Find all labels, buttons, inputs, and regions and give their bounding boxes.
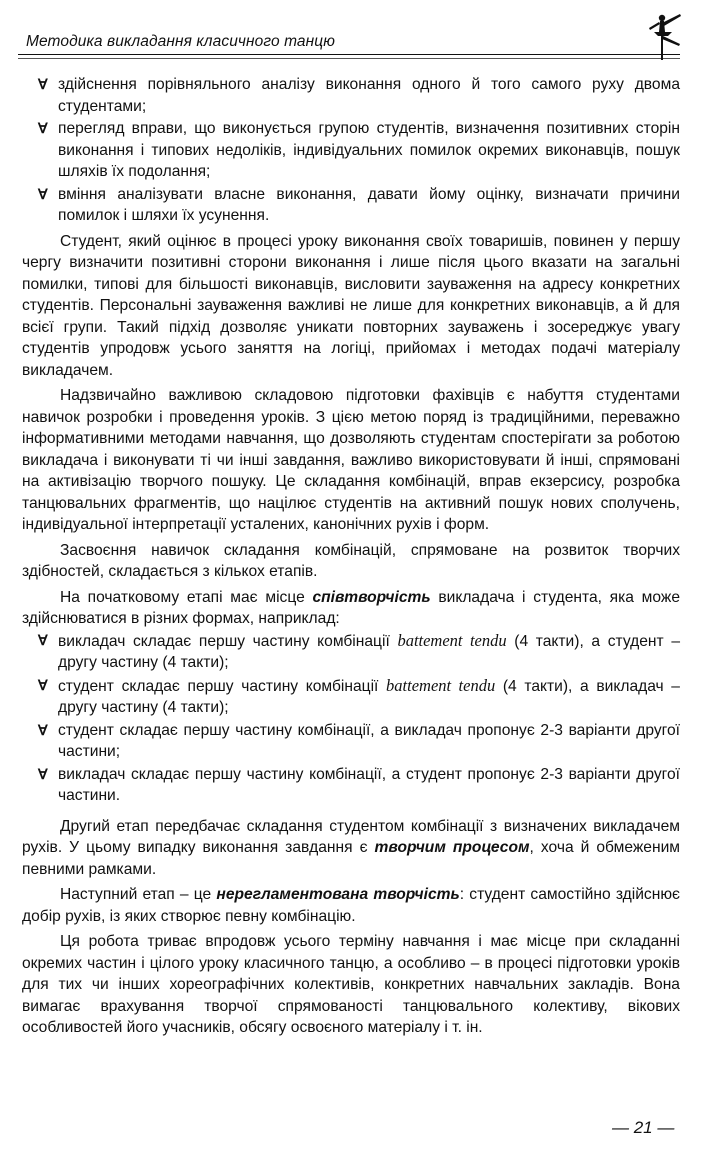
term-unregulated-creativity: нерегламентована творчість [216, 886, 460, 903]
list-item: ∀ здійснення порівняльного аналізу виконання одного й того самого руху двома студентами; [38, 76, 680, 115]
paragraph: Надзвичайно важливою складовою підготовки фахівців є набуття студентами навичок розробки і проведення уроків. З цією метою поряд із традиційними, переважно інформативними методами навчання, що дозволяють студентам спостерігати за роботою викладача і виконувати ті чи інші завдання, важливо використовувати й інші, спрямовані на активізацію творчого пошуку. Це складання комбінацій, вправ екзерсису, розробка танцювальних фрагментів, що націлює студентів на активний пошук нових сполучень, індивідуальної інтерпретації усталених, канонічних рухів і форм. [22, 387, 680, 533]
stage-three-paragraph: Наступний етап – це нерегламентована творчість: студент самостійно здійснює добір рухів, із яких створює певну комбінацію. [22, 886, 680, 925]
term-co-creativity: співтворчість [312, 588, 431, 606]
page-body [22, 74, 680, 1039]
final-paragraph: Ця робота триває впродовж усього терміну навчання і має місце при складанні окремих частин і цілого уроку класичного танцю, а особливо – в процесі підготовки уроків для тих чи інших хореографічних колективів, конкретних навчальних закладів. Вона вимагає врахування творчої спрямованості танцювального колективу, вікових особливостей його учасників, обсягу освоєного матеріалу і т. ін. [22, 933, 680, 1036]
term-battement-tendu: battement tendu [397, 630, 507, 650]
bullet-list-top [22, 74, 680, 227]
paragraph: Засвоєння навичок складання комбінацій, спрямоване на розвиток творчих здібностей, складається з кількох етапів. [22, 541, 680, 580]
bullet-list-mid [22, 630, 680, 807]
header-rule [18, 54, 680, 55]
term-battement-tendu: battement tendu [386, 675, 496, 695]
page-number: — 21 — [612, 1118, 675, 1137]
bullet-mark-icon: ∀ [38, 76, 48, 92]
list-item: ∀ студент складає першу частину комбінації, а викладач пропонує 2-3 варіанти другої частини; [38, 721, 680, 760]
bullet-mark-icon: ∀ [38, 120, 48, 136]
list-item: ∀ викладач складає першу частину комбінації, а студент пропонує 2-3 варіанти другої частини. [38, 765, 680, 804]
header-rule-thin [18, 58, 680, 59]
paragraph: Студент, який оцінює в процесі уроку виконання своїх товаришів, повинен у першу чергу визначити позитивні сторони виконання і лише після цього вказати на загальні помилки, типові для більшості виконавців, висловити зауваження на адресу конкретних студентів. Персональні зауваження важливі не лише для конкретних виконавців, а й для всієї групи. Такий підхід дозволяє уникати повторних зауважень і зосереджує увагу студентів упродовж усього заняття на логіці, прийомах і методах подачі матеріалу викладачем. [22, 232, 680, 379]
stage-two-paragraph: Другий етап передбачає складання студентом комбінації з визначених викладачем рухів. У цьому випадку виконання завдання є творчим процесом, хоча й обмеженим певними рамками. [22, 817, 681, 878]
bullet-mark-icon: ∀ [38, 185, 48, 202]
bullet-mark-icon: ∀ [38, 721, 48, 738]
bullet-mark-icon: ∀ [38, 765, 48, 782]
list-item: ∀ викладач складає першу частину комбінації battement tendu (4 такти), а студент – другу частину (4 такти); [38, 630, 680, 671]
header-title: Методика викладання класичного танцю [26, 33, 335, 50]
list-item: ∀ вміння аналізувати власне виконання, давати йому оцінку, визначати причини помилок і шляхи їх усунення. [38, 185, 680, 224]
stage-one-paragraph: На початковому етапі має місце співтворчість викладача і студента, яка може здійснюватися в різних формах, наприклад: [22, 588, 680, 627]
bullet-mark-icon: ∀ [38, 631, 48, 648]
term-creative-process: творчим процесом [374, 839, 530, 856]
list-item: ∀ студент складає першу частину комбінації battement tendu (4 такти), а викладач – другу частину (4 такти); [38, 675, 680, 716]
bullet-mark-icon: ∀ [38, 676, 48, 693]
running-header [18, 30, 680, 58]
list-item: ∀ перегляд вправи, що виконується групою студентів, визначення позитивних сторін виконання і типових недоліків, індивідуальних помилок окремих виконавців, пошук шляхів їх подолання; [38, 120, 680, 180]
ballerina-silhouette-icon [640, 10, 690, 62]
